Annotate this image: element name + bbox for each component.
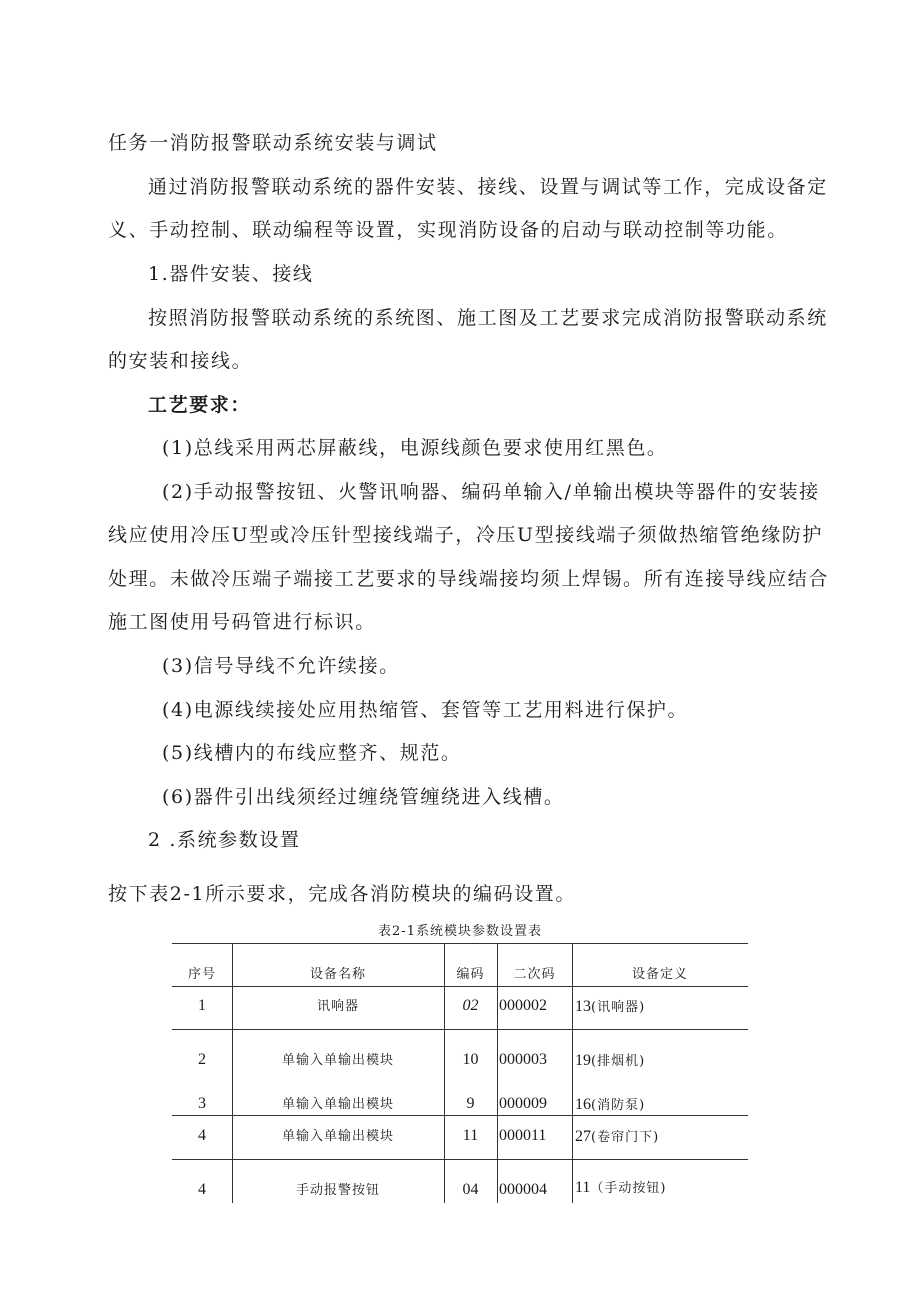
requirement-item-2-line-3: 处理。未做冷压端子端接工艺要求的导线端接均须上焊锡。所有连接导线应结合 bbox=[108, 568, 830, 590]
definition-label: (排烟机) bbox=[591, 1054, 646, 1069]
definition-code: 11 bbox=[575, 1179, 591, 1196]
table-cell-code2: 000009 bbox=[499, 1095, 547, 1112]
table-cell-seq: 1 bbox=[198, 997, 206, 1014]
table-cell-code: 10 bbox=[462, 1051, 479, 1068]
table-cell-definition bbox=[575, 1179, 666, 1198]
section1-body-line-2: 的安装和接线。 bbox=[108, 350, 253, 372]
definition-code: 27 bbox=[575, 1128, 591, 1145]
section2-body: 按下表2-1所示要求，完成各消防模块的编码设置。 bbox=[108, 883, 576, 905]
page-title: 任务一消防报警联动系统安装与调试 bbox=[108, 132, 438, 154]
requirement-item-2-line-1: (2)手动报警按钮、火警讯响器、编码单输入/单输出模块等器件的安装接 bbox=[162, 481, 820, 503]
table-cell-code2: 000003 bbox=[499, 1051, 547, 1068]
table-cell-seq: 4 bbox=[198, 1127, 206, 1144]
table-row-rule bbox=[172, 1159, 748, 1160]
table-cell-definition bbox=[575, 1096, 645, 1115]
section1-body-line-1: 按照消防报警联动系统的系统图、施工图及工艺要求完成消防报警联动系统 bbox=[148, 307, 828, 329]
table-cell-code2: 000004 bbox=[499, 1181, 547, 1198]
module-parameter-table bbox=[172, 943, 748, 1203]
table-cell-seq: 4 bbox=[198, 1181, 206, 1198]
table-row-rule bbox=[172, 1115, 748, 1116]
intro-line-2: 义、手动控制、联动编程等设置，实现消防设备的启动与联动控制等功能。 bbox=[108, 219, 788, 241]
table-cell-code2: 000011 bbox=[499, 1127, 547, 1144]
requirement-item-2-line-2: 线应使用冷压U型或冷压针型接线端子，冷压U型接线端子须做热缩管绝缘防护 bbox=[108, 524, 824, 546]
table-header-code: 编码 bbox=[456, 967, 485, 982]
intro-line-1: 通过消防报警联动系统的器件安装、接线、设置与调试等工作，完成设备定 bbox=[148, 176, 828, 198]
section2-heading: 2 .系统参数设置 bbox=[148, 829, 301, 851]
table-header-seq: 序号 bbox=[187, 967, 216, 982]
table-header-code2: 二次码 bbox=[513, 967, 556, 982]
table-header-name: 设备名称 bbox=[309, 967, 366, 982]
table-cell-name: 单输入单输出模块 bbox=[281, 1097, 394, 1112]
definition-code: 13 bbox=[575, 998, 591, 1015]
table-cell-definition bbox=[575, 998, 645, 1017]
requirements-heading: 工艺要求： bbox=[148, 394, 252, 416]
requirement-item-5: (5)线槽内的布线应整齐、规范。 bbox=[162, 742, 462, 764]
section1-heading: 1.器件安装、接线 bbox=[148, 263, 314, 285]
definition-label: (讯响器) bbox=[591, 1000, 646, 1015]
table-header-rule bbox=[172, 986, 748, 987]
table-cell-code2: 000002 bbox=[499, 997, 547, 1014]
table-row-rule bbox=[172, 1029, 748, 1030]
table-cell-code: 02 bbox=[462, 997, 479, 1014]
definition-label: (卷帘门下) bbox=[591, 1130, 660, 1145]
table-cell-name: 单输入单输出模块 bbox=[281, 1129, 394, 1144]
requirement-item-3: (3)信号导线不允许续接。 bbox=[162, 655, 400, 677]
table-cell-seq: 2 bbox=[198, 1051, 206, 1068]
table-cell-code: 11 bbox=[462, 1127, 479, 1144]
requirement-item-1: (1)总线采用两芯屏蔽线，电源线颜色要求使用红黑色。 bbox=[162, 437, 668, 459]
table-cell-code: 9 bbox=[466, 1095, 475, 1112]
definition-label: (消防泵) bbox=[591, 1098, 646, 1113]
table-cell-seq: 3 bbox=[198, 1095, 206, 1112]
requirement-item-2-line-4: 施工图使用号码管进行标识。 bbox=[108, 611, 376, 633]
table-top-rule bbox=[172, 943, 748, 944]
table-cell-code: 04 bbox=[462, 1181, 479, 1198]
table-caption: 表2-1系统模块参数设置表 bbox=[378, 924, 542, 939]
requirement-item-4: (4)电源线续接处应用热缩管、套管等工艺用料进行保护。 bbox=[162, 699, 689, 721]
table-cell-name: 讯响器 bbox=[316, 999, 359, 1014]
definition-code: 16 bbox=[575, 1096, 591, 1113]
table-header-definition: 设备定义 bbox=[631, 967, 688, 982]
requirement-item-6: (6)器件引出线须经过缠绕管缠绕进入线槽。 bbox=[162, 786, 565, 808]
table-cell-name: 手动报警按钮 bbox=[295, 1183, 380, 1198]
table-cell-definition bbox=[575, 1128, 659, 1147]
definition-code: 19 bbox=[575, 1052, 591, 1069]
definition-label: （手动按钮) bbox=[590, 1181, 667, 1196]
table-cell-name: 单输入单输出模块 bbox=[281, 1053, 394, 1068]
table-cell-definition bbox=[575, 1052, 645, 1071]
